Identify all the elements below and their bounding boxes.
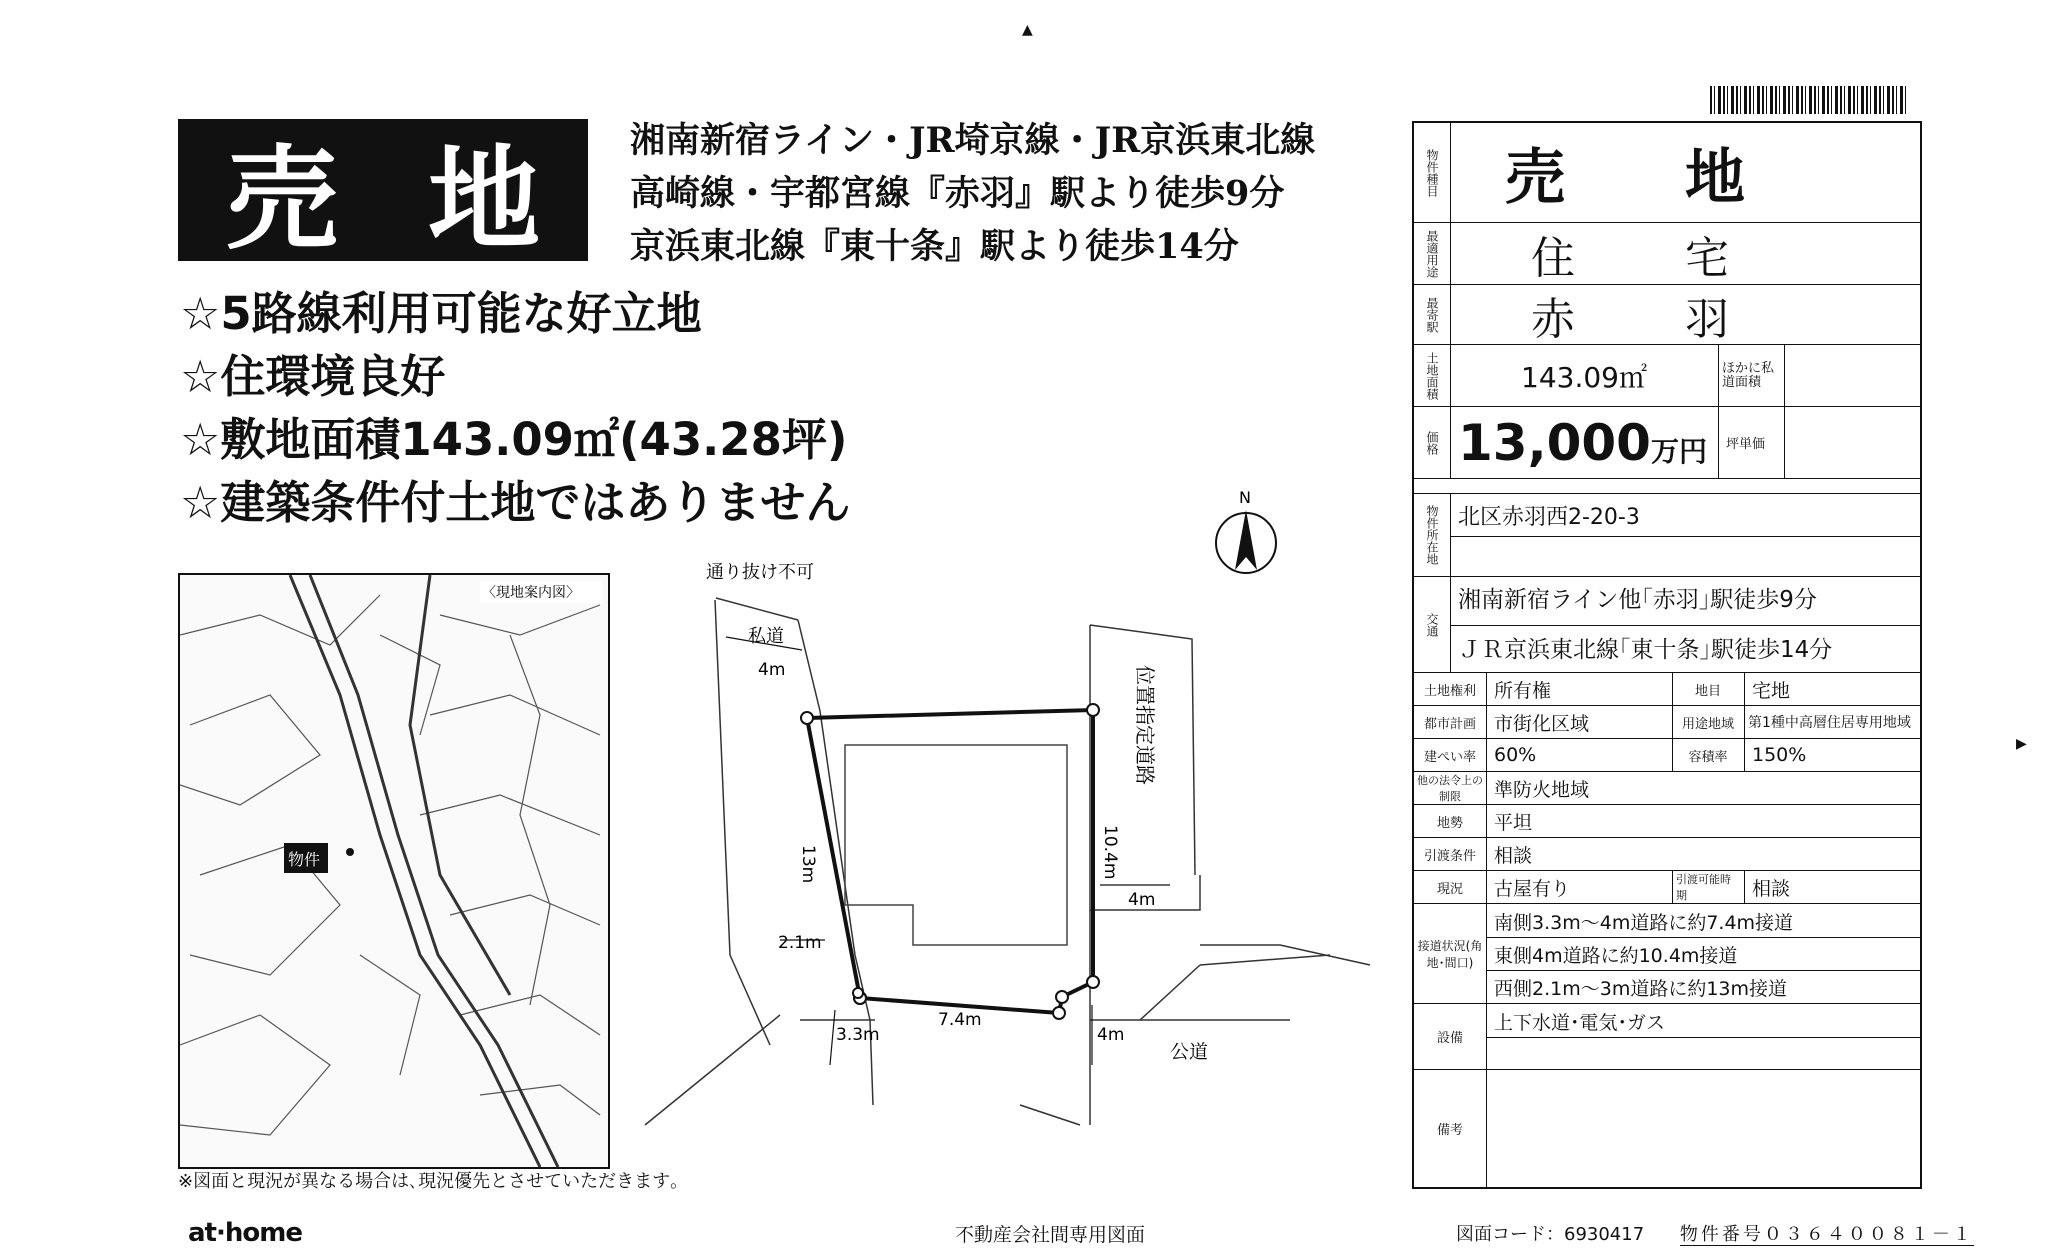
access-line-3: 京浜東北線『東十条』駅より徒歩14分: [630, 226, 1239, 267]
footer-right: [1456, 1220, 1974, 1246]
facilities-value: 上下水道･電気･ガス: [1494, 1011, 1666, 1034]
road-line-1: 南側3.3m～4m道路に約7.4m接道: [1494, 911, 1794, 934]
type-value: 売地: [1505, 142, 1865, 213]
city-plan-row: [1414, 706, 1920, 739]
station-value: 赤羽: [1531, 293, 1839, 345]
property-number: 物件番号０３６４００８１－１: [1679, 1224, 1974, 1245]
price-row: [1414, 407, 1920, 479]
dim-west: 13m: [798, 845, 818, 884]
station-row: [1414, 285, 1920, 345]
remarks-row: [1414, 1070, 1920, 1187]
dim-south-east-road: 4m: [1097, 1025, 1125, 1045]
dim-south: 7.4m: [938, 1010, 982, 1030]
north-label: N: [1239, 488, 1251, 507]
coverage-row: [1414, 739, 1920, 772]
existing-house: [845, 745, 1067, 945]
access-line-2: 高崎線・宇都宮線『赤羽』駅より徒歩9分: [630, 173, 1285, 214]
dim-east: 10.4m: [1100, 825, 1120, 880]
terrain-value: 平坦: [1494, 811, 1533, 834]
road-label: 接道状況(角地･間口): [1414, 904, 1487, 1003]
use-value: 住宅: [1531, 232, 1839, 284]
terrain-label: 地勢: [1414, 805, 1487, 837]
map-title: 〈現地案内図〉: [482, 585, 580, 601]
private-road-label: 私道: [748, 626, 784, 647]
traffic-label: 交通: [1414, 577, 1451, 672]
city-plan-value: 市街化区域: [1494, 712, 1590, 735]
dim-top-road: 4m: [758, 660, 786, 680]
top-mark: ▲: [1022, 22, 1033, 38]
traffic-line-2: ＪＲ京浜東北線｢東十条｣駅徒歩14分: [1458, 637, 1833, 663]
rights-row: [1414, 673, 1920, 706]
feature-item: ☆住環境良好: [180, 350, 446, 403]
dim-south-west-road: 3.3m: [836, 1025, 880, 1045]
feature-item: ☆5路線利用可能な好立地: [180, 287, 702, 340]
use-row: [1414, 223, 1920, 285]
drawing-code: 図面コード：6930417: [1456, 1224, 1645, 1245]
map-note: ※図面と現況が異なる場合は､現況優先とさせていただきます｡: [178, 1171, 680, 1192]
sale-land-title-box: [178, 119, 630, 265]
handover-row: [1414, 838, 1920, 871]
handover-value: 相談: [1494, 844, 1533, 867]
access-info: [630, 114, 1315, 273]
other-law-label: 他の法令上の制限: [1414, 772, 1487, 804]
terrain-row: [1414, 805, 1920, 838]
type-row: [1414, 123, 1920, 223]
price-number: 13,000: [1458, 413, 1651, 472]
lot-boundary: [807, 710, 1093, 1013]
road-row: [1414, 904, 1920, 1004]
status-label: 現況: [1414, 871, 1487, 903]
rights-value: 所有権: [1494, 679, 1552, 702]
dim-west-road: 2.1m: [778, 933, 822, 953]
price-unit: 万円: [1650, 434, 1707, 468]
rights-label: 土地権利: [1414, 673, 1487, 705]
address-value: 北区赤羽西2-20-3: [1458, 505, 1640, 530]
dead-end-label: 通り抜け不可: [706, 562, 814, 583]
facilities-row: [1414, 1004, 1920, 1070]
zoning-label: 用途地域: [1681, 716, 1734, 732]
handover-time-label: 引渡可能時期: [1676, 873, 1731, 902]
footer-center: 不動産会社間専用図面: [955, 1224, 1146, 1246]
plot-diagram: [630, 485, 1410, 1175]
athome-logo: at·home: [188, 1218, 302, 1248]
public-road-label: 公道: [1170, 1041, 1209, 1063]
city-plan-label: 都市計画: [1414, 706, 1487, 738]
status-row: [1414, 871, 1920, 904]
type-label: 物件種目: [1414, 123, 1451, 222]
designated-road-label: 位置指定道路: [1133, 665, 1157, 785]
station-label: 最寄駅: [1414, 285, 1451, 344]
sale-land-title: 売地: [226, 134, 630, 265]
dim-east-road: 4m: [1128, 890, 1156, 910]
handover-label: 引渡条件: [1414, 838, 1487, 870]
feature-item: ☆敷地面積143.09㎡(43.28坪): [180, 413, 848, 466]
map-marker-label: 物件: [288, 850, 321, 869]
coverage-label: 建ぺい率: [1414, 739, 1487, 771]
far-value: 150%: [1752, 744, 1807, 766]
access-line-1: 湘南新宿ライン・JR埼京線・JR京浜東北線: [630, 120, 1316, 161]
other-law-value: 準防火地域: [1494, 778, 1590, 801]
remarks-label: 備考: [1414, 1070, 1487, 1187]
price-label: 価格: [1414, 407, 1451, 478]
zoning-value: 第1種中高層住居専用地域: [1748, 715, 1911, 731]
other-law-row: [1414, 772, 1920, 805]
north-arrow-icon: [1235, 510, 1257, 570]
barcode: [1710, 86, 1906, 114]
use-label: 最適用途: [1414, 223, 1451, 284]
facilities-label: 設備: [1414, 1004, 1487, 1069]
address-label: 物件所在地: [1414, 494, 1451, 576]
map-drawing: [180, 575, 608, 1167]
chimoku-value: 宅地: [1752, 679, 1791, 702]
traffic-row: [1414, 577, 1920, 673]
property-dot: [346, 848, 354, 856]
location-map: [178, 573, 610, 1169]
status-value: 古屋有り: [1494, 877, 1571, 900]
side-mark: ▶: [2016, 736, 2027, 752]
tsubo-price-label: 坪単価: [1726, 437, 1766, 452]
road-line-2: 東側4m道路に約10.4m接道: [1494, 944, 1738, 967]
address-row: [1414, 493, 1920, 577]
chimoku-label: 地目: [1694, 683, 1721, 699]
private-road-area-label: ほかに私道面積: [1722, 360, 1775, 390]
land-area-row: [1414, 345, 1920, 407]
land-area-label: 土地面積: [1414, 345, 1451, 406]
traffic-line-1: 湘南新宿ライン他｢赤羽｣駅徒歩9分: [1458, 587, 1817, 613]
far-label: 容積率: [1688, 749, 1728, 765]
property-table: [1412, 121, 1922, 1189]
coverage-value: 60%: [1494, 744, 1537, 766]
handover-time-value: 相談: [1752, 877, 1791, 900]
land-area-value: 143.09㎡: [1521, 360, 1647, 394]
feature-item: ☆建築条件付土地ではありません: [180, 476, 851, 529]
road-line-3: 西側2.1m～3m道路に約13m接道: [1494, 977, 1788, 1000]
